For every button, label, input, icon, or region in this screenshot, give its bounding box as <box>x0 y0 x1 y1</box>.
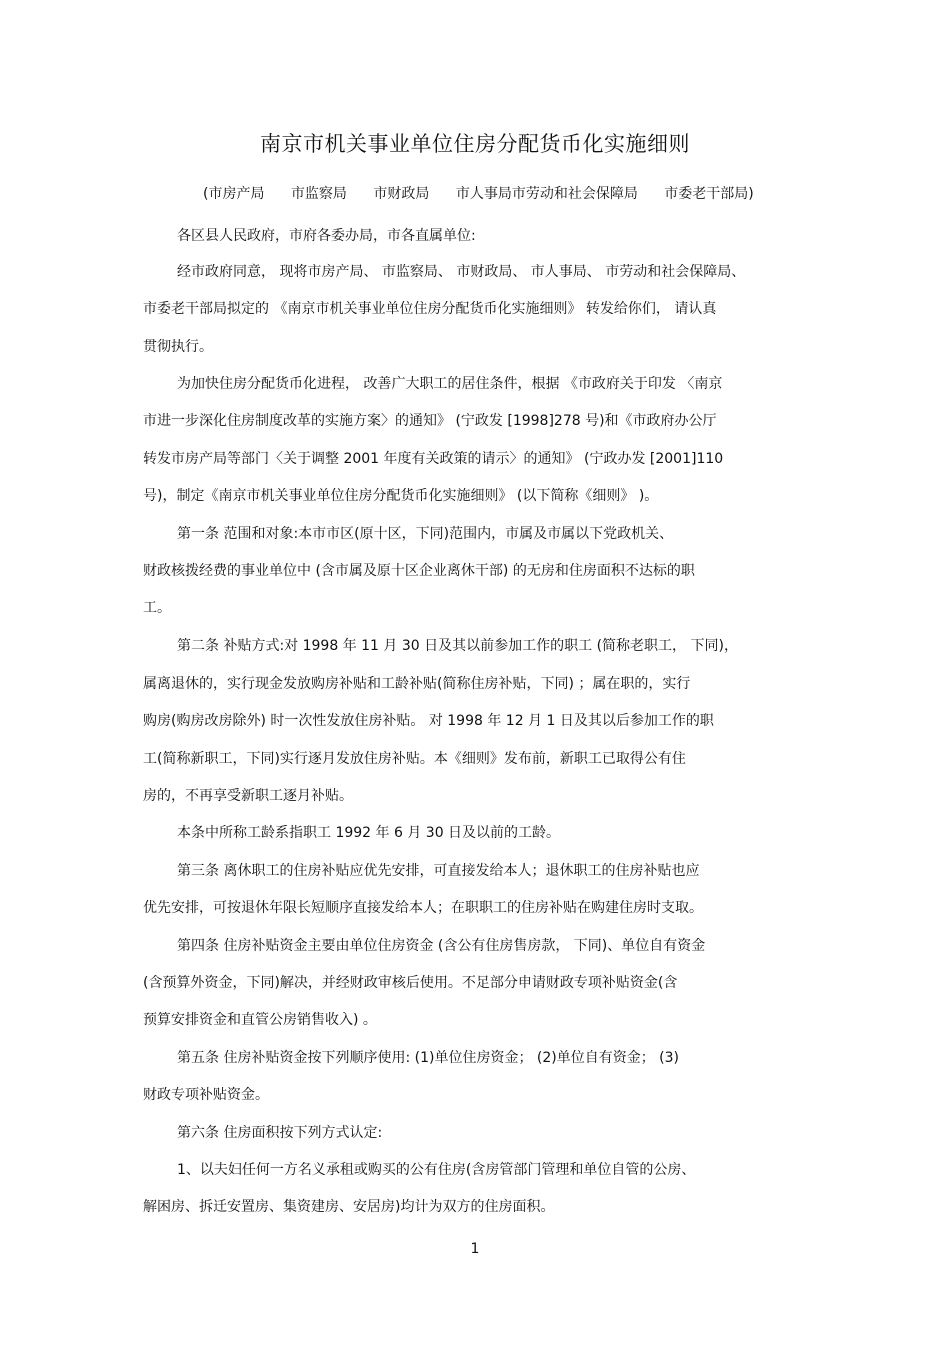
body-line: 转发市房产局等部门〈关于调整 2001 年度有关政策的请示〉的通知》 (宁政办发 [2001]110 <box>143 451 724 467</box>
body-line: 属离退休的，实行现金发放购房补贴和工龄补贴(简称住房补贴，下同) ；属在职的，实行 <box>143 676 691 692</box>
body-line: 贯彻执行。 <box>143 339 213 355</box>
body-line: 解困房、拆迁安置房、集资建房、安居房)均计为双方的住房面积。 <box>143 1199 555 1215</box>
body-line: 为加快住房分配货币化进程， 改善广大职工的居住条件，根据 《市政府关于印发 〈南京 <box>177 376 723 392</box>
issuer: 市委老干部局) <box>664 186 754 202</box>
body-line: 市委老干部局拟定的 《南京市机关事业单位住房分配货币化实施细则》 转发给你们， 请认真 <box>143 301 717 317</box>
body-line: 预算安排资金和直管公房销售收入) 。 <box>143 1012 377 1028</box>
body-line: 第三条 离休职工的住房补贴应优先安排，可直接发给本人；退休职工的住房补贴也应 <box>177 863 700 879</box>
document-title: 南京市机关事业单位住房分配货币化实施细则 <box>260 132 690 156</box>
issuer: (市房产局 <box>203 186 265 202</box>
body-line: 第一条 范围和对象:本市市区(原十区，下同)范围内，市属及市属以下党政机关、 <box>177 526 674 542</box>
body-line: 本条中所称工龄系指职工 1992 年 6 月 30 日及以前的工龄。 <box>177 825 561 841</box>
issuer: 市人事局市劳动和社会保障局 <box>455 186 638 202</box>
page-number: 1 <box>470 1241 480 1257</box>
body-line: 1、以夫妇任何一方名义承租或购买的公有住房(含房管部门管理和单位自管的公房、 <box>177 1162 696 1178</box>
body-line: 第六条 住房面积按下列方式认定: <box>177 1125 383 1141</box>
body-line: 财政专项补贴资金。 <box>143 1087 269 1103</box>
body-line: 优先安排，可按退休年限长短顺序直接发给本人；在职职工的住房补贴在购建住房时支取。 <box>143 900 703 916</box>
issuers-line <box>203 183 758 203</box>
body-line: 各区县人民政府，市府各委办局，市各直属单位: <box>177 228 476 244</box>
body-line: 市进一步深化住房制度改革的实施方案〉的通知》 (宁政发 [1998]278 号)和《市政府办公厅 <box>143 413 717 429</box>
body-line: 第二条 补贴方式:对 1998 年 11 月 30 日及其以前参加工作的职工 (简称老职工， 下同)， <box>177 638 738 654</box>
body-line: 经市政府同意， 现将市房产局、 市监察局、 市财政局、 市人事局、 市劳动和社会保障局、 <box>177 264 746 280</box>
body-line: 号)，制定《南京市机关事业单位住房分配货币化实施细则》 (以下简称《细则》 )。 <box>143 488 659 504</box>
body-line: 购房(购房改房除外) 时一次性发放住房补贴。 对 1998 年 12 月 1 日及其以后参加工作的职 <box>143 713 714 729</box>
body-line: 财政核拨经费的事业单位中 (含市属及原十区企业离休干部) 的无房和住房面积不达标的职 <box>143 563 695 579</box>
body-line: (含预算外资金，下同)解决，并经财政审核后使用。不足部分申请财政专项补贴资金(含 <box>143 975 678 991</box>
body-line: 第四条 住房补贴资金主要由单位住房资金 (含公有住房售房款， 下同)、单位自有资金 <box>177 938 706 954</box>
body-line: 第五条 住房补贴资金按下列顺序使用: (1)单位住房资金； (2)单位自有资金； (3) <box>177 1050 680 1066</box>
body-line: 工(简称新职工，下同)实行逐月发放住房补贴。本《细则》发布前，新职工已取得公有住 <box>143 751 686 767</box>
body-line: 房的，不再享受新职工逐月补贴。 <box>143 788 353 804</box>
body-line: 工。 <box>143 600 171 616</box>
issuer: 市监察局 <box>290 186 347 202</box>
issuer: 市财政局 <box>373 186 430 202</box>
